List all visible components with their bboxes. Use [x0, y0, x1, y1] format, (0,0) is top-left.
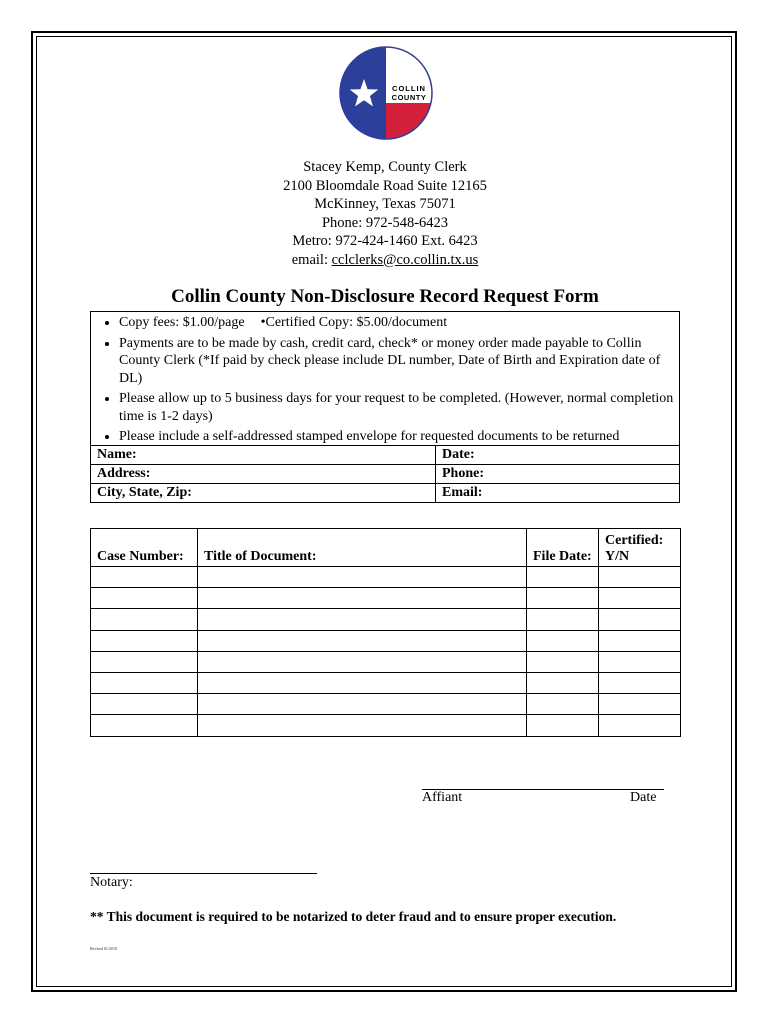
title-cell[interactable] [198, 630, 527, 651]
case-number-cell[interactable] [91, 588, 198, 609]
certified-cell[interactable] [599, 609, 681, 630]
file-date-header: File Date: [527, 529, 599, 567]
clerk-email-row [185, 251, 585, 270]
payments-item: • Payments are to be made by cash, credit card, check* or money order made payable to Collin County Clerk (*If paid by check please include DL number, Date of Birth and Expiration date of DL) [119, 335, 679, 388]
clerk-name: Stacey Kemp, County Clerk [303, 159, 467, 175]
case-number-cell[interactable] [91, 651, 198, 672]
certified-copy-fee: Certified Copy: $5.00/document [265, 315, 448, 330]
certified-cell[interactable] [599, 588, 681, 609]
instructions-box [90, 311, 680, 446]
title-cell[interactable] [198, 588, 527, 609]
title-of-document-header: Title of Document: [198, 529, 527, 567]
name-field[interactable]: Name: [91, 446, 436, 465]
title-cell[interactable] [198, 651, 527, 672]
documents-table [90, 528, 681, 737]
certified-cell[interactable] [599, 651, 681, 672]
logo-red-field [386, 103, 434, 141]
file-date-cell[interactable] [527, 715, 599, 736]
clerk-metro: Metro: 972-424-1460 Ext. 6423 [292, 233, 478, 249]
form-title: Collin County Non-Disclosure Record Request Form [171, 286, 599, 307]
title-cell[interactable] [198, 609, 527, 630]
file-date-cell[interactable] [527, 609, 599, 630]
bullet-icon: • [260, 315, 266, 330]
collin-county-logo [338, 45, 434, 141]
notarization-notice: ** This document is required to be notarized to deter fraud and to ensure proper execution. [90, 909, 617, 924]
phone-field[interactable]: Phone: [436, 465, 680, 484]
copy-fees: Copy fees: $1.00/page [119, 315, 245, 330]
fees-item [119, 314, 679, 332]
case-number-cell[interactable] [91, 567, 198, 588]
case-number-cell[interactable] [91, 694, 198, 715]
file-date-cell[interactable] [527, 567, 599, 588]
title-cell[interactable] [198, 567, 527, 588]
affiant-label: Affiant [422, 790, 463, 805]
email-link[interactable]: cclclerks@co.collin.tx.us [331, 251, 479, 268]
county-clerk-info [185, 158, 585, 269]
envelope-item: • Please include a self-addressed stamped envelope for requested documents to be returned [119, 428, 679, 446]
clerk-city: McKinney, Texas 75071 [314, 196, 456, 212]
file-date-cell[interactable] [527, 630, 599, 651]
address-field[interactable]: Address: [91, 465, 436, 484]
table-row [91, 588, 681, 609]
table-row [91, 651, 681, 672]
table-row [91, 567, 681, 588]
title-cell[interactable] [198, 715, 527, 736]
email-field[interactable]: Email: [436, 484, 680, 503]
revision-note: Revised 01/2018 [90, 946, 117, 951]
notary-signature-line[interactable] [90, 873, 317, 874]
file-date-cell[interactable] [527, 694, 599, 715]
case-number-cell[interactable] [91, 609, 198, 630]
processing-time-item: • Please allow up to 5 business days for your request to be completed. (However, normal completion time is 1-2 days) [119, 390, 679, 425]
signature-date-label: Date [630, 790, 657, 805]
table-row [91, 694, 681, 715]
clerk-address: 2100 Bloomdale Road Suite 12165 [283, 177, 487, 194]
title-cell[interactable] [198, 672, 527, 693]
case-number-cell[interactable] [91, 715, 198, 736]
table-row [91, 672, 681, 693]
clerk-phone: Phone: 972-548-6423 [321, 214, 449, 231]
certified-cell[interactable] [599, 567, 681, 588]
certified-cell[interactable] [599, 694, 681, 715]
city-state-zip-field[interactable]: City, State, Zip: [91, 484, 436, 503]
table-row [91, 630, 681, 651]
contact-info-table [90, 445, 680, 503]
email-label: email: [291, 251, 332, 268]
file-date-cell[interactable] [527, 672, 599, 693]
svg-text:COUNTY: COUNTY [391, 93, 427, 102]
date-field[interactable]: Date: [436, 446, 680, 465]
certified-cell[interactable] [599, 630, 681, 651]
case-number-cell[interactable] [91, 630, 198, 651]
notary-label: Notary: [90, 875, 133, 890]
table-row [91, 715, 681, 736]
case-number-header: Case Number: [91, 529, 198, 567]
certified-cell[interactable] [599, 715, 681, 736]
file-date-cell[interactable] [527, 651, 599, 672]
table-row [91, 609, 681, 630]
title-cell[interactable] [198, 694, 527, 715]
case-number-cell[interactable] [91, 672, 198, 693]
svg-text:COLLIN: COLLIN [392, 84, 426, 93]
certified-header: Certified: Y/N [599, 529, 681, 567]
file-date-cell[interactable] [527, 588, 599, 609]
certified-cell[interactable] [599, 672, 681, 693]
